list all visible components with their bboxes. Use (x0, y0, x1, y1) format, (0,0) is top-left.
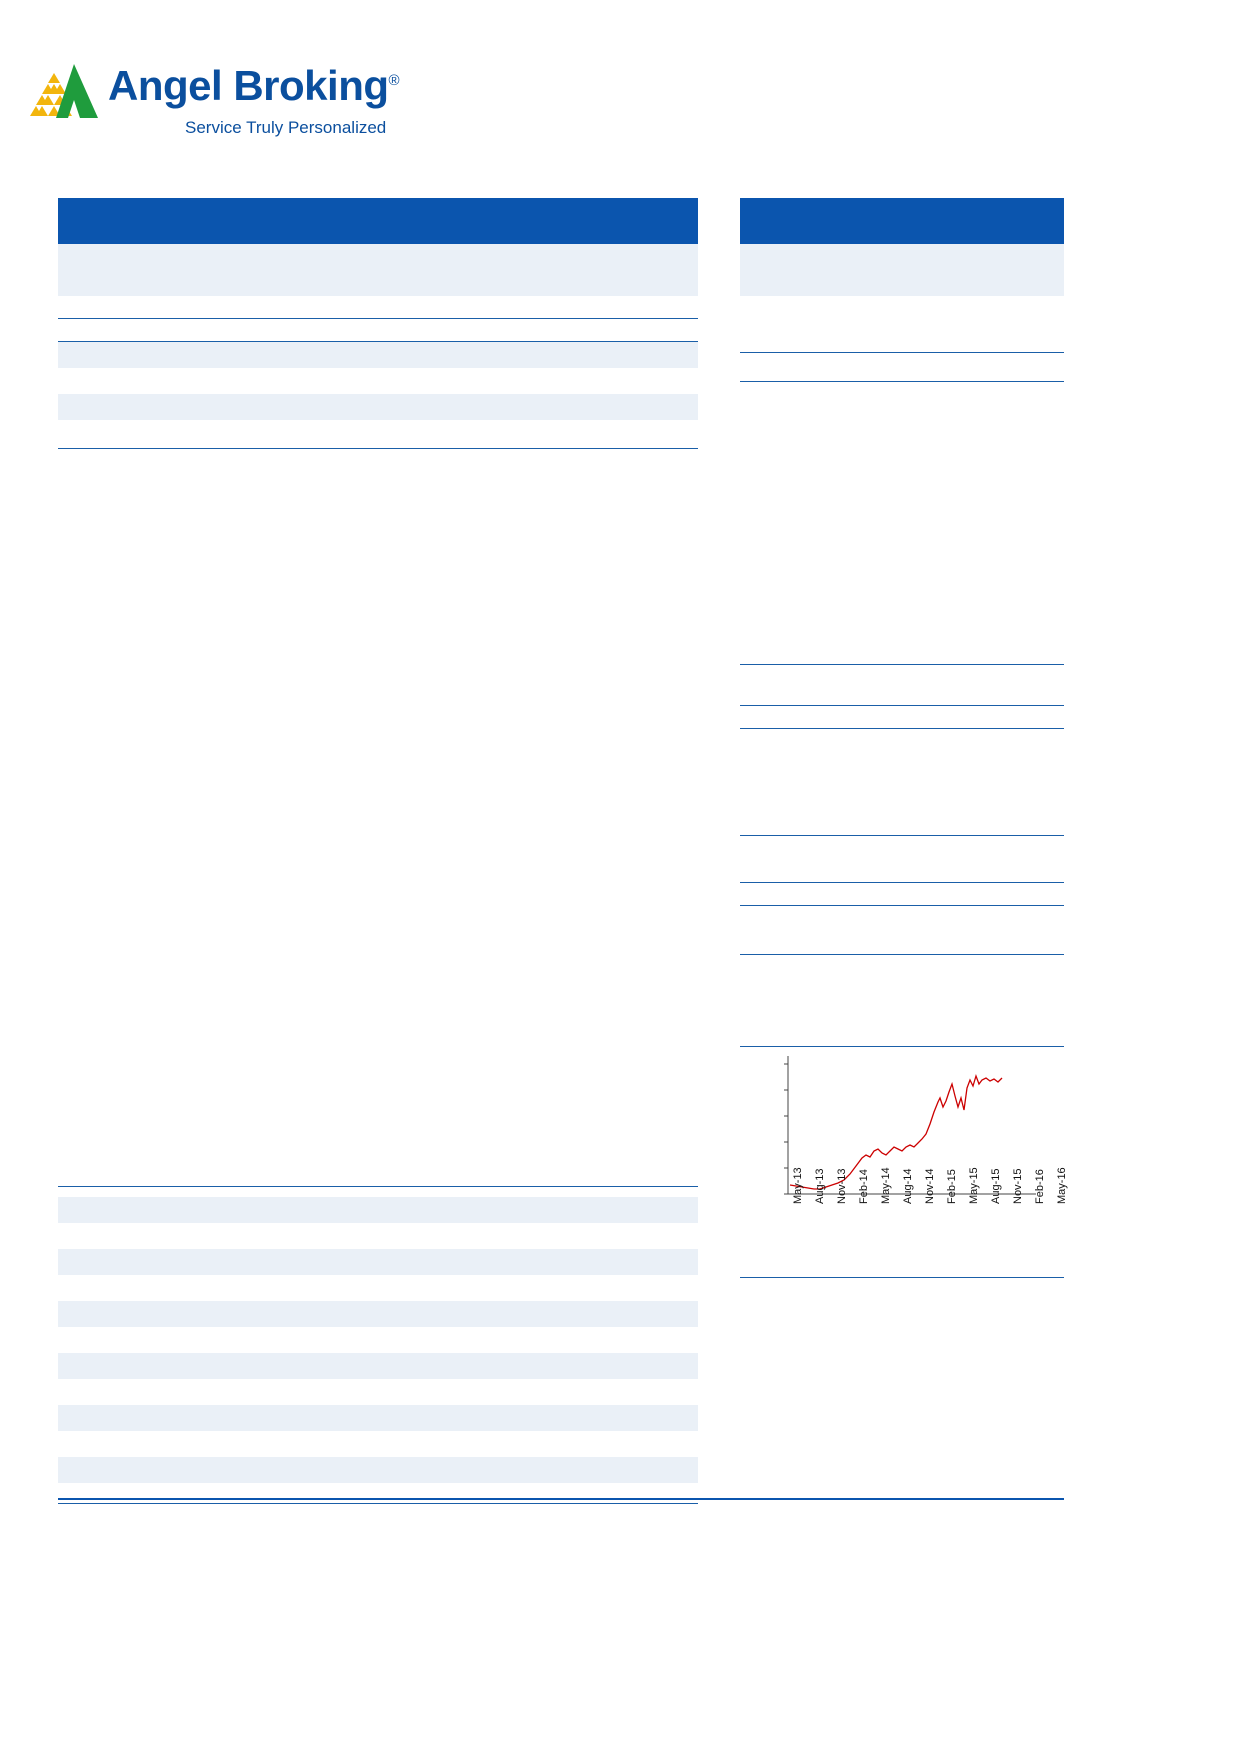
chart-tick-0: May-13 (792, 1167, 804, 1204)
left-spacer-1 (58, 296, 698, 318)
share-price-chart (740, 1046, 1068, 1278)
chart-tick-6: Nov-14 (924, 1168, 936, 1204)
angel-triangle-logo-icon (30, 60, 98, 122)
table-row (58, 1405, 698, 1431)
chart-tick-1: Aug-13 (814, 1168, 826, 1204)
brand-name-text: Angel Broking (108, 62, 389, 109)
left-stripe-1 (58, 342, 698, 368)
chart-top-rule (740, 1046, 1064, 1047)
chart-bottom-rule (740, 1277, 1064, 1278)
right-gap-9 (740, 906, 1064, 954)
table-row-gap-2 (58, 1327, 698, 1353)
left-row-gap-2 (58, 368, 698, 394)
lower-table-head-gap (58, 1187, 698, 1197)
chart-tick-11: Feb-16 (1034, 1169, 1046, 1204)
right-gap-2 (740, 353, 1064, 381)
left-row-gap-1 (58, 319, 698, 341)
lower-table-foot-gap (58, 1483, 698, 1503)
left-subheader-band (58, 244, 698, 296)
table-row (58, 1249, 698, 1275)
right-gap-8 (740, 883, 1064, 905)
chart-tick-7: Feb-15 (946, 1169, 958, 1204)
table-row (58, 1301, 698, 1327)
table-row-gap-0 (58, 1223, 698, 1249)
right-gap-3 (740, 382, 1064, 664)
table-row-gap-4 (58, 1431, 698, 1457)
company-logo (30, 50, 430, 160)
left-rule-3 (58, 448, 698, 449)
left-row-gap-3 (58, 420, 698, 448)
right-gap-5 (740, 706, 1064, 728)
chart-tick-10: Nov-15 (1012, 1168, 1024, 1204)
lower-data-table (58, 1186, 698, 1504)
table-row-gap-3 (58, 1379, 698, 1405)
right-subheader-band (740, 244, 1064, 296)
registered-mark: ® (388, 72, 400, 89)
table-row (58, 1457, 698, 1483)
right-header-band (740, 198, 1064, 244)
chart-tick-4: May-14 (880, 1167, 892, 1204)
table-row (58, 1197, 698, 1223)
chart-x-axis-labels (792, 1167, 1068, 1274)
right-gap-6 (740, 729, 1064, 835)
table-row-gap-1 (58, 1275, 698, 1301)
brand-tagline: Service Truly Personalized (185, 118, 387, 137)
left-stripe-2 (58, 394, 698, 420)
left-column (58, 198, 698, 449)
brand-name (108, 62, 399, 110)
chart-tick-8: May-15 (968, 1167, 980, 1204)
right-gap-7 (740, 836, 1064, 882)
chart-tick-3: Feb-14 (858, 1169, 870, 1204)
right-gap-1 (740, 296, 1064, 352)
footer-rule (58, 1498, 1064, 1500)
right-rule-9 (740, 954, 1064, 955)
right-column (740, 198, 1064, 955)
chart-tick-2: Nov-13 (836, 1168, 848, 1204)
right-gap-4 (740, 665, 1064, 705)
chart-tick-5: Aug-14 (902, 1168, 914, 1204)
chart-tick-12: May-16 (1056, 1167, 1068, 1204)
chart-tick-9: Aug-15 (990, 1168, 1002, 1204)
lower-table-bottom-rule (58, 1503, 698, 1504)
table-row (58, 1353, 698, 1379)
left-header-band (58, 198, 698, 244)
